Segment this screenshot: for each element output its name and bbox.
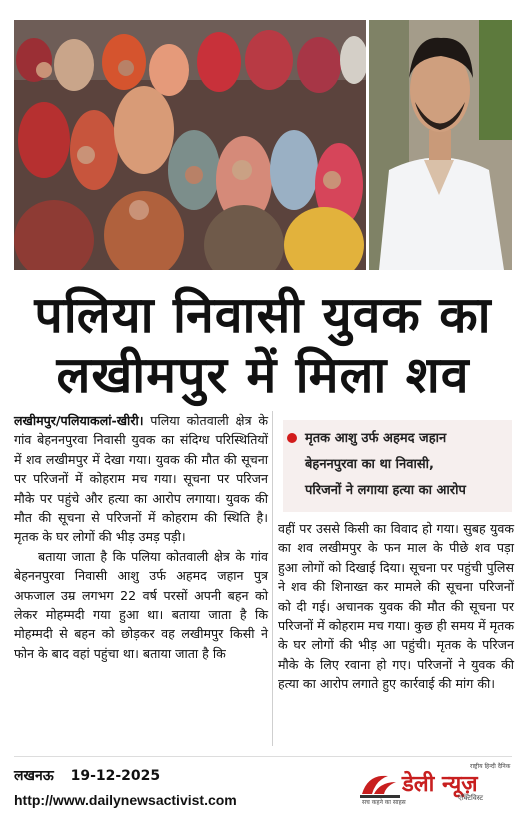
logo-title: डेली न्यूज़ <box>402 772 478 797</box>
logo-icon <box>358 768 402 802</box>
news-photos <box>14 20 512 270</box>
article-paragraph-3: वहीं पर उससे किसी का विवाद हो गया। सुबह युवक का शव लखीमपुर के फन माल के पीछे शव पड़ा हुआ लोगों को दिखाई दिया। सूचना पर पहुंची पुलिस ने शव की शिनाख्त कर मामले की सूचना परिजनों को दी गई। अचानक युवक की मौत की सूचना पर परिजनों में कोहराम मच गया। कुछ ही समय में मृतक के घर लोगों की भीड़ आ पहुंची। मृतक के परिजन मौके के लिए रवाना हो गए। परिजनों ने युवक की हत्या का आरोप लगाते हुए कार्रवाई की मांग की। <box>278 521 514 692</box>
dateline: लखीमपुर/पलियाकलां-खीरी। <box>14 413 144 428</box>
paragraph-1-text: पलिया कोतवाली क्षेत्र के गांव बेहननपुरवा निवासी युवक का संदिग्ध परिस्थितियों में शव लखीमपुर में देखा गया। युवक की मौत की सूचना पर परिजनों में कोहराम मच गया। सूचना पर परिजन मौके पर पहुंचे और हत्या का आरोप लगाया। युवक की मौत की सूचना से परिजनों में कोहराम की स्थिति है। मृतक के घर लोगों की भीड़ उमड़ पड़ी। <box>14 413 268 545</box>
newspaper-logo <box>358 762 514 810</box>
logo-tagline-top: राष्ट्रीय हिन्दी दैनिक <box>470 763 511 770</box>
headline-line-2: लखीमपुर में मिला शव <box>56 346 470 404</box>
article-left-column <box>14 411 268 663</box>
city-date <box>14 766 160 785</box>
headline-line-1: पलिया निवासी युवक का <box>34 286 492 344</box>
highlight-line-2: बेहननपुरवा का था निवासी, <box>305 457 434 472</box>
highlight-box <box>280 420 512 512</box>
article-paragraph-1 <box>14 411 268 547</box>
footer-divider <box>14 756 512 757</box>
column-divider <box>272 411 273 746</box>
highlight-line-1: मृतक आशु उर्फ अहमद जहान <box>305 431 447 446</box>
bullet-icon <box>287 433 297 443</box>
logo-slogan: सच कहने का साहस <box>362 799 406 806</box>
mourning-women-photo <box>14 20 366 270</box>
highlight-text <box>305 426 511 504</box>
article-paragraph-2: बताया जाता है कि पलिया कोतवाली क्षेत्र के गांव बेहननपुरवा निवासी आशु उर्फ अहमद जहान पुत्र अफजाल उम्र लगभग 22 वर्ष परसों अपनी बहन को लेकर मोहम्मदी गया हुआ था। बताया जाता है कि मोहम्मदी से बहन को छोड़कर वह लखीमपुर किसी ने फोन के बाद वहां पहुंचा था। बताया जाता है कि <box>14 548 268 661</box>
date: 19-12-2025 <box>70 768 161 784</box>
highlight-line-3: परिजनों ने लगाया हत्या का आरोप <box>305 483 466 498</box>
website-url[interactable]: http://www.dailynewsactivist.com <box>14 792 237 808</box>
article-right-column <box>278 519 514 694</box>
victim-portrait-photo <box>369 20 512 270</box>
logo-subtitle: एक्टिविस्ट <box>458 794 483 802</box>
city: लखनऊ <box>14 768 54 784</box>
